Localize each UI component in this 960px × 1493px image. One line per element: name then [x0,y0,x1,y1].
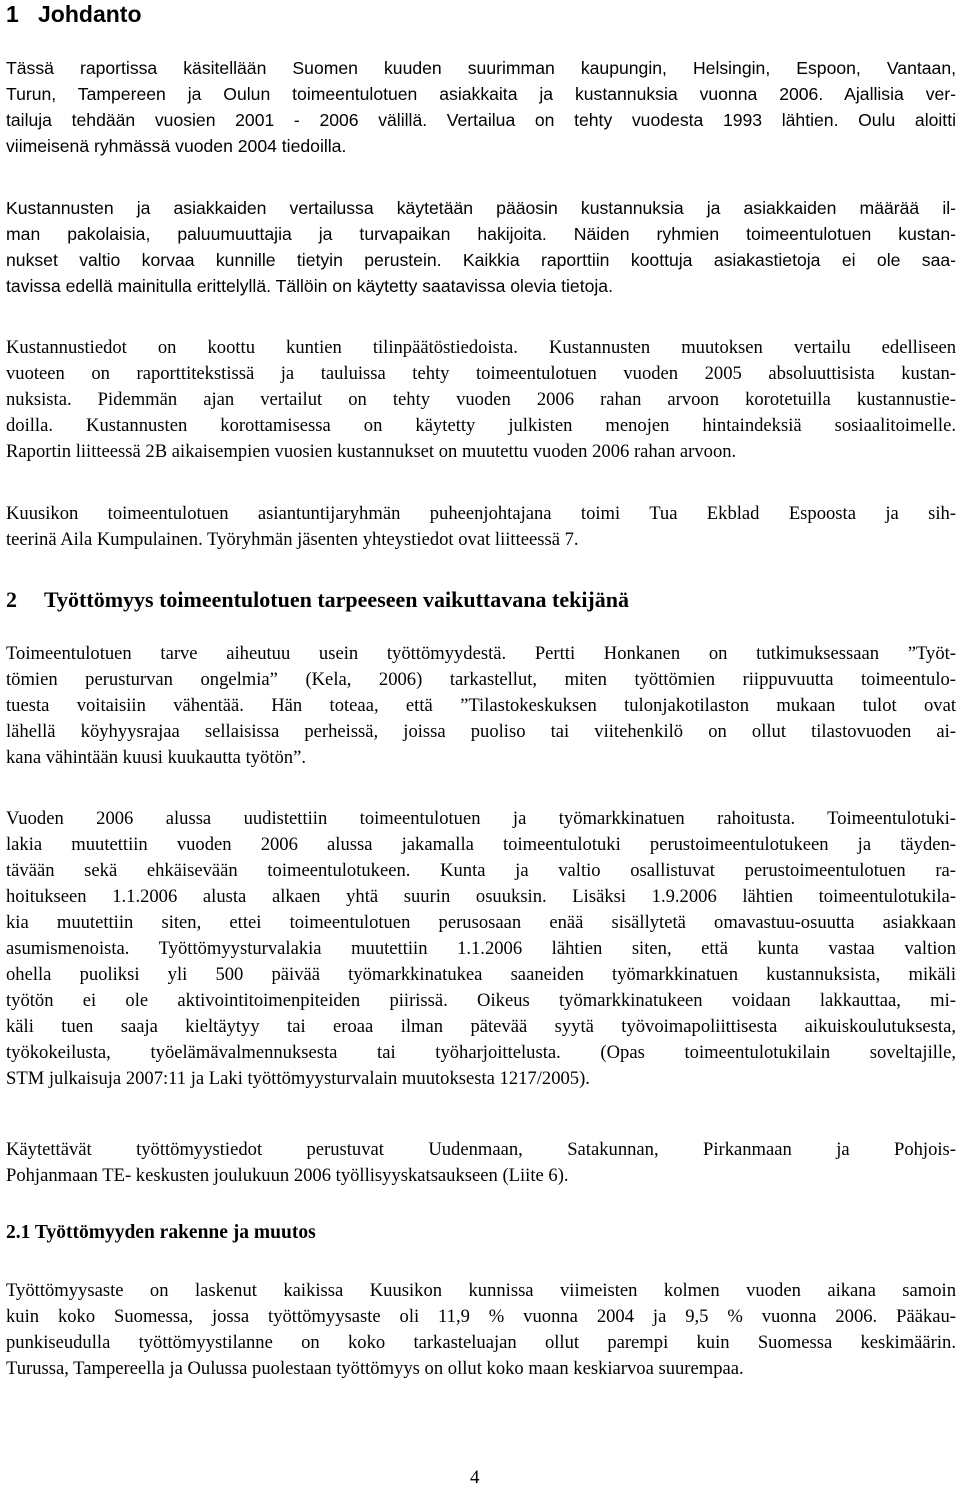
paragraph [6,641,956,771]
text-line: kana vähintään kuusi kuukautta työtön”. [6,747,307,768]
text-line: viimeisenä ryhmässä vuoden 2004 tiedoilla. [6,136,347,156]
text-line: lähellä köyhyysrajaa sellaisissa perheissä, joissa puoliso tai viitehenkilö on ollut tilastovuoden ai- [6,721,956,742]
text-line: Kustannustiedot on koottu kuntien tilinpäätöstiedoista. Kustannusten muutoksen vertailu edelliseen [6,337,956,358]
heading-2-title: Työttömyys toimeentulotuen tarpeeseen vaikuttavana tekijänä [44,587,629,612]
text-line: Raportin liitteessä 2B aikaisempien vuosien kustannukset on muutettu vuoden 2006 rahan arvoon. [6,441,737,462]
paragraph [6,806,956,1092]
paragraph [6,501,956,553]
text-line: tailuja tehdään vuosien 2001 - 2006 välillä. Vertailua on tehty vuodesta 1993 lähtien. Oulu aloitti [6,110,956,130]
text-line: tömien perusturvan ongelmia” (Kela, 2006) tarkastellut, miten työttömien riippuvuutta toimeentulo- [6,669,956,690]
text-line: man pakolaisia, paluumuuttajia ja turvapaikan hakijoita. Näiden ryhmien toimeentulotuen kustan- [6,224,956,244]
text-line: asumismenoista. Työttömyysturvalakia muutettiin 1.1.2006 lähtien siten, että kunta vastaa valtion [6,938,956,959]
text-line: kuin koko Suomessa, jossa työttömyysaste oli 11,9 % vuonna 2004 ja 9,5 % vuonna 2006. Pääkau- [6,1306,956,1327]
text-line: tavissa edellä mainitulla erittelyllä. Tällöin on käytetty saatavissa olevia tietoja. [6,276,613,296]
heading-1-number: 1 [6,1,19,27]
text-line: kia muutettiin siten, ettei toimeentulotuen perusosaan enää sisällytetä omavastuu-osuutta asiakkaan [6,912,956,933]
text-line: Tässä raportissa käsitellään Suomen kuuden suurimman kaupungin, Helsingin, Espoon, Vantaan, [6,58,956,78]
text-line: vuoteen on raporttitekstissä ja tauluissa tehty toimeentulotuen vuoden 2005 absoluuttisista kustan- [6,363,956,384]
text-line: työkokeilusta, työelämävalmennuksesta tai työharjoittelusta. (Opas toimeentulotukilain soveltajille, [6,1042,956,1063]
paragraph [6,195,956,299]
text-line: Turussa, Tampereella ja Oulussa puolestaan työttömyys on ollut koko maan keskiarvoa suurempaa. [6,1358,744,1379]
paragraph [6,1137,956,1189]
heading-2-number: 2 [6,587,17,612]
heading-3: 2.1 Työttömyyden rakenne ja muutos [6,1222,316,1243]
text-line: Toimeentulotuen tarve aiheutuu usein työttömyydestä. Pertti Honkanen on tutkimuksessaan ”Työt- [6,643,956,664]
text-line: STM julkaisuja 2007:11 ja Laki työttömyysturvalain muutoksesta 1217/2005). [6,1068,590,1089]
text-line: lakia muutettiin vuoden 2006 alussa jakamalla toimeentulotuki perustoimeentulotukeen ja täyden- [6,834,956,855]
paragraph [6,55,956,159]
text-line: Kuusikon toimeentulotuen asiantuntijaryhmän puheenjohtajana toimi Tua Ekblad Espoosta ja sih- [6,503,956,524]
paragraph [6,335,956,465]
text-line: työtön ei ole aktivointitoimenpiteiden piirissä. Oikeus työmarkkinatukeen voidaan lakkauttaa, mi- [6,990,956,1011]
text-line: tävään sekä ehkäisevään toimeentulotukeen. Kunta ja valtio osallistuvat perustoimeentulotuen ra- [6,860,956,881]
text-line: doilla. Kustannusten korottamisessa on käytetty julkisten menojen hintaindeksiä sosiaalitoimelle. [6,415,956,436]
text-line: Vuoden 2006 alussa uudistettiin toimeentulotuen ja työmarkkinatuen rahoitusta. Toimeentulotuki- [6,808,956,829]
text-line: punkiseudulla työttömyystilanne on koko tarkasteluajan ollut parempi kuin Suomessa keskimäärin. [6,1332,956,1353]
text-line: tuesta voitaisiin vähentää. Hän toteaa, että ”Tilastokeskuksen tulonjakotilaston mukaan tulot ovat [6,695,956,716]
paragraph [6,1278,956,1382]
text-line: käli tuen saaja kieltäytyy tai eroaa ilman pätevää syytä työvoimapoliittisesta aikuiskoulutuksesta, [6,1016,956,1037]
text-line: nuksista. Pidemmän ajan vertailut on tehty vuoden 2006 rahan arvoon korotetuilla kustannustie- [6,389,956,410]
text-line: Turun, Tampereen ja Oulun toimeentulotuen asiakkaita ja kustannuksia vuonna 2006. Ajallisia ver- [6,84,956,104]
text-line: Työttömyysaste on laskenut kaikissa Kuusikon kunnissa viimeisten kolmen vuoden aikana samoin [6,1280,956,1301]
text-line: ohella puoliksi yli 500 päivää työmarkkinatukea saaneiden työmarkkinatuen kustannuksista, mikäli [6,964,956,985]
text-line: hoitukseen 1.1.2006 alusta alkaen yhtä suurin osuuksin. Lisäksi 1.9.2006 lähtien toimeentulotukila- [6,886,956,907]
text-line: Kustannusten ja asiakkaiden vertailussa käytetään pääosin kustannuksia ja asiakkaiden määrää il- [6,198,956,218]
heading-1 [6,0,142,28]
heading-2 [6,586,629,614]
text-line: Käytettävät työttömyystiedot perustuvat Uudenmaan, Satakunnan, Pirkanmaan ja Pohjois- [6,1139,956,1160]
page-number: 4 [470,1467,480,1488]
text-line: nukset valtio korvaa kunnille tietyin perustein. Kaikkia raporttiin koottuja asiakastietoja ei ole saa- [6,250,956,270]
heading-1-title: Johdanto [38,1,142,27]
text-line: Pohjanmaan TE- keskusten joulukuun 2006 työllisyyskatsaukseen (Liite 6). [6,1165,569,1186]
text-line: teerinä Aila Kumpulainen. Työryhmän jäsenten yhteystiedot ovat liitteessä 7. [6,529,579,550]
